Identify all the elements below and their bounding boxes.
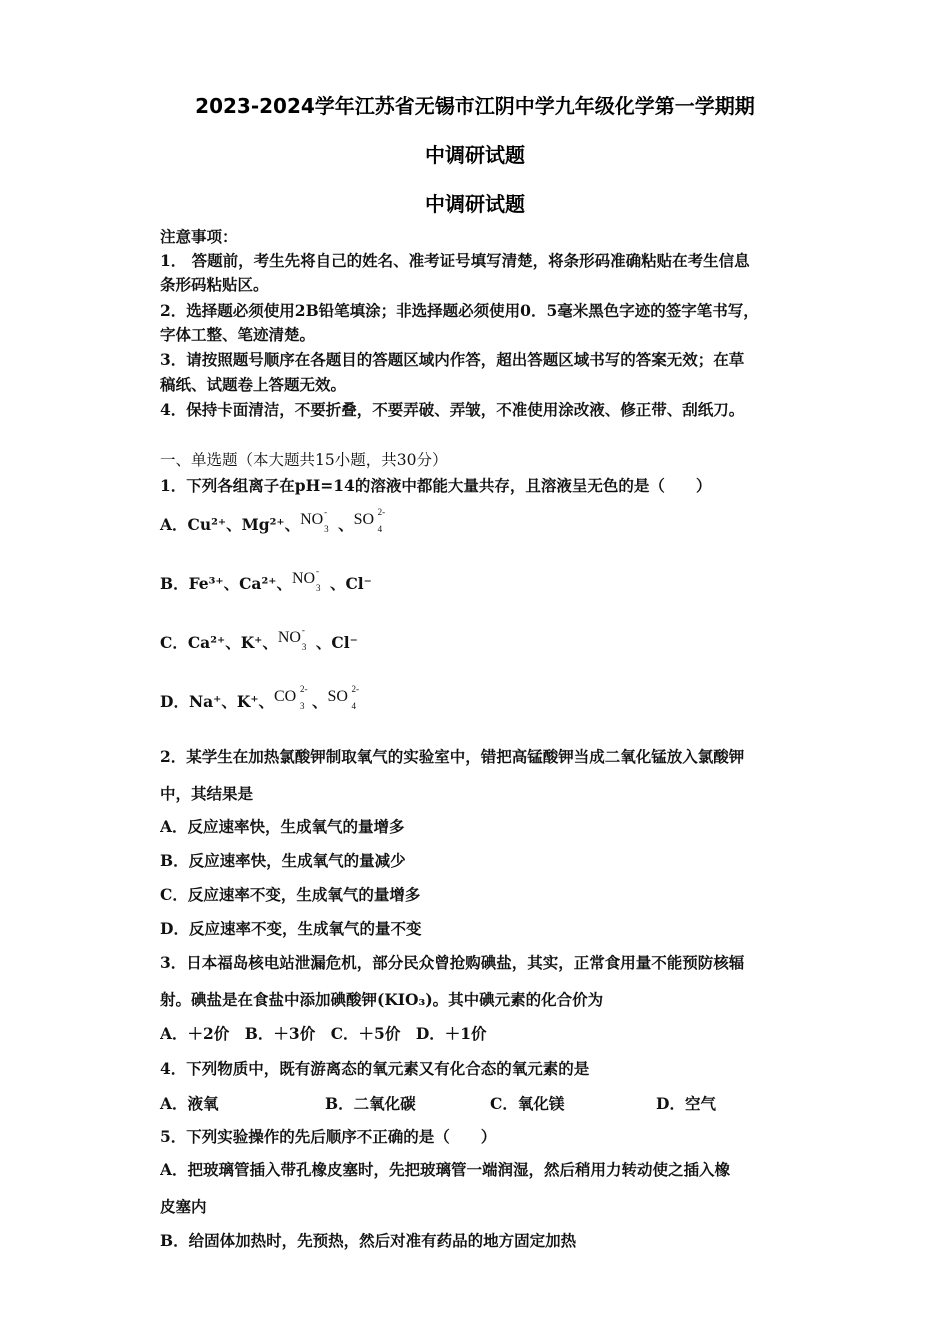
q3-stem-line-1: 3．日本福岛核电站泄漏危机，部分民众曾抢购碘盐，其实，正常食用量不能预防核辐 [160,953,745,972]
notice-line-3: 2．选择题必须使用2B铅笔填涂；非选择题必须使用0．5毫米黑色字迹的签字笔书写， [160,301,759,320]
nitrate-ion: NO - 3 [300,507,329,534]
q2-stem-line-2: 中，其结果是 [160,784,254,803]
exam-title-line-2: 中调研试题 [425,143,525,167]
q2-stem-line-1: 2．某学生在加热氯酸钾制取氧气的实验室中，错把高锰酸钾当成二氧化锰放入氯酸钾 [160,747,745,766]
ion-separator: 、 [338,515,354,534]
q4-option-b: B．二氧化碳 [325,1094,416,1113]
q3-stem-line-2: 射。碘盐是在食盐中添加碘酸钾(KIO₃)。其中碘元素的化合价为 [160,990,604,1009]
q1-option-b [160,566,372,600]
ion-separator: 、 [312,692,328,711]
q5-option-a-line-2: 皮塞内 [160,1197,207,1216]
notice-line-1: 1． 答题前，考生先将自己的姓名、准考证号填写清楚，将条形码准确粘贴在考生信息 [160,251,750,270]
option-tail: 、Cl⁻ [315,633,358,652]
sulfate-ion: SO 2- 4 [327,684,360,711]
q4-option-c: C．氧化镁 [490,1094,565,1113]
nitrate-ion: NO - 3 [277,625,307,652]
option-ions: Fe³⁺、Ca²⁺、 [188,574,292,593]
option-tail: 、Cl⁻ [329,574,372,593]
option-label: D． [160,692,189,711]
section-heading: 一、单选题（本大题共15小题，共30分） [160,451,448,469]
q3-options: A．＋2价 B．＋3价 C．＋5价 D．＋1价 [160,1024,487,1043]
option-label: C． [160,633,188,652]
q5-stem: 5．下列实验操作的先后顺序不正确的是（ ） [160,1127,497,1146]
sulfate-ion: SO 2- 4 [353,507,386,534]
option-ions: Ca²⁺、K⁺、 [187,633,278,652]
notice-line-2: 条形码粘贴区。 [160,275,269,294]
notice-line-4: 字体工整、笔迹清楚。 [160,325,316,344]
q4-stem: 4．下列物质中，既有游离态的氧元素又有化合态的氧元素的是 [160,1059,590,1078]
q2-option-c: C．反应速率不变，生成氧气的量增多 [160,885,421,904]
option-label: B． [160,574,189,593]
q4-option-d: D．空气 [656,1094,716,1113]
nitrate-ion: NO - 3 [291,566,321,593]
exam-title-line-1: 2023-2024学年江苏省无锡市江阴中学九年级化学第一学期期 [195,94,755,118]
notice-line-5: 3．请按照题号顺序在各题目的答题区域内作答，超出答题区域书写的答案无效；在草 [160,350,745,369]
q5-option-a-line-1: A．把玻璃管插入带孔橡皮塞时，先把玻璃管一端润湿，然后稍用力转动使之插入橡 [160,1160,731,1179]
carbonate-ion: CO 2- 3 [274,684,308,711]
notice-line-7: 4．保持卡面清洁，不要折叠，不要弄破、弄皱，不准使用涂改液、修正带、刮纸刀。 [160,400,745,419]
exam-title-line-3: 中调研试题 [425,192,525,216]
q4-option-a: A．液氧 [160,1094,219,1113]
notice-line-6: 稿纸、试题卷上答题无效。 [160,375,347,394]
q2-option-b: B．反应速率快，生成氧气的量减少 [160,851,406,870]
q1-option-a [160,507,392,541]
q5-option-b: B．给固体加热时，先预热，然后对准有药品的地方固定加热 [160,1231,577,1250]
q1-stem: 1．下列各组离子在pH=14的溶液中都能大量共存，且溶液呈无色的是（ ） [160,476,712,495]
option-ions: Na⁺、K⁺、 [188,692,274,711]
q2-option-d: D．反应速率不变，生成氧气的量不变 [160,919,422,938]
notice-heading: 注意事项： [160,227,238,246]
option-label: A． [160,515,188,534]
q1-option-d [160,684,366,718]
option-ions: Cu²⁺、Mg²⁺、 [187,515,301,534]
q2-option-a: A．反应速率快，生成氧气的量增多 [160,817,405,836]
q1-option-c [160,625,358,659]
